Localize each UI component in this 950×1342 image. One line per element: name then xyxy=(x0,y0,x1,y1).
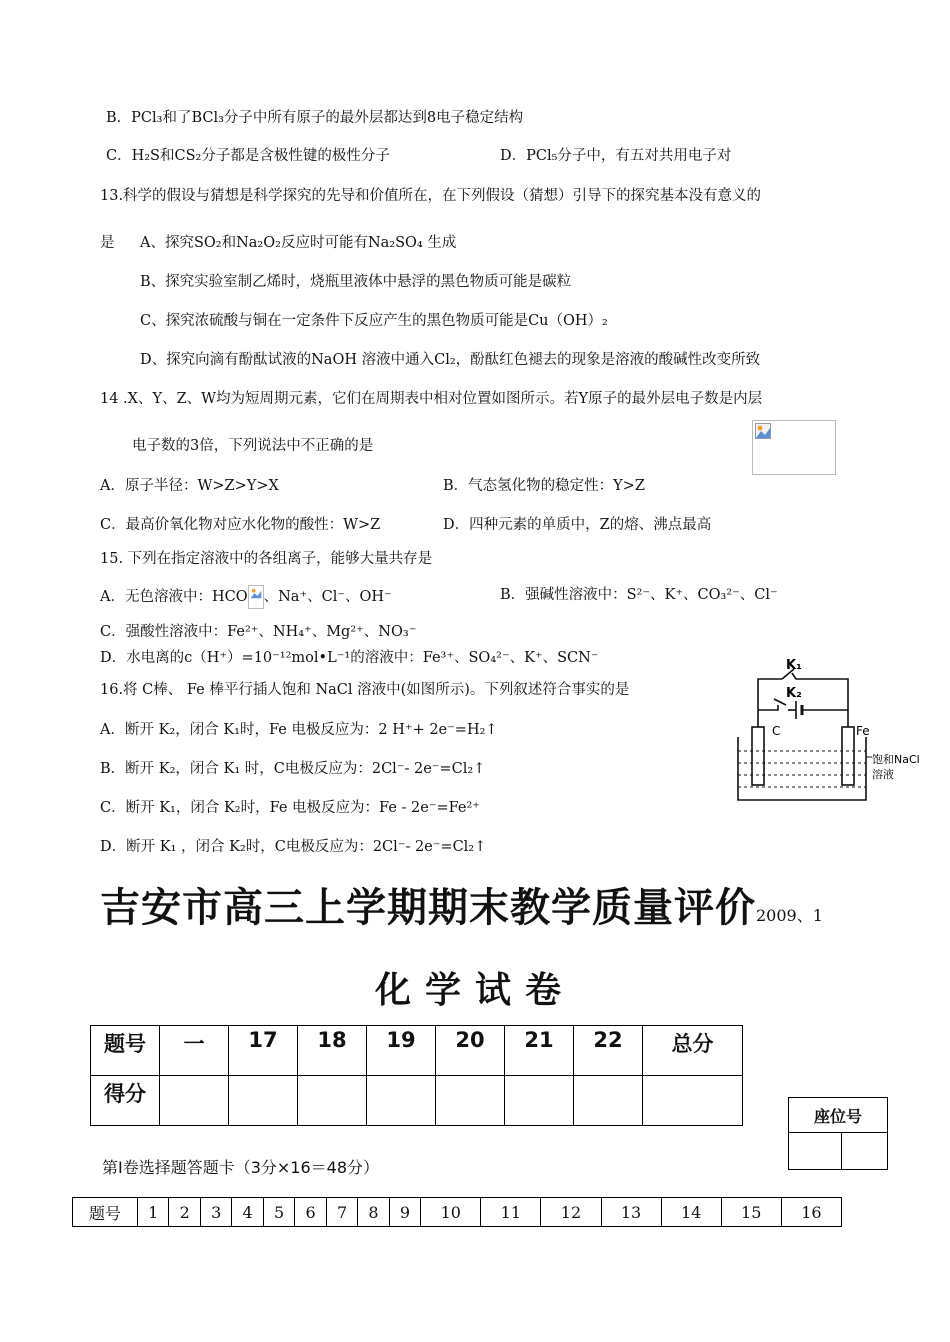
answer-card-cell: 6 xyxy=(295,1198,326,1227)
carbon-electrode-label: C xyxy=(772,724,781,738)
q15-option-a xyxy=(100,585,392,609)
exam-title xyxy=(100,876,823,933)
answer-card-row xyxy=(73,1198,842,1227)
k1-label: K₁ xyxy=(786,658,802,673)
q16-stem: 16.将 C棒、 Fe 棒平行插人饱和 NaCl 溶液中(如图所示)。下列叙述符合事实的是 xyxy=(100,682,630,698)
score-cell[interactable] xyxy=(298,1076,367,1126)
score-header-cell: 22 xyxy=(574,1026,643,1076)
solution-label: 饱和NaCl xyxy=(872,753,920,766)
answer-card-cell: 9 xyxy=(389,1198,420,1227)
q16-option-b: B．断开 K₂，闭合 K₁ 时，C电极反应为：2Cl⁻- 2e⁻=Cl₂↑ xyxy=(100,761,486,777)
exam-title-text: 吉安市高三上学期期末教学质量评价 xyxy=(100,885,756,931)
answer-card-cell: 题号 xyxy=(73,1198,138,1227)
answer-card-caption: 第Ⅰ卷选择题答题卡（3分×16＝48分） xyxy=(102,1158,380,1177)
q13-option-c: C、探究浓硫酸与铜在一定条件下反应产生的黑色物质可能是Cu（OH）₂ xyxy=(140,313,608,329)
q13-option-b: B、探究实验室制乙烯时，烧瓶里液体中悬浮的黑色物质可能是碳粒 xyxy=(140,274,572,290)
score-header-cell: 一 xyxy=(160,1026,229,1076)
q16-option-a: A．断开 K₂，闭合 K₁时，Fe 电极反应为：2 H⁺+ 2e⁻=H₂↑ xyxy=(100,722,498,738)
score-cell[interactable] xyxy=(160,1076,229,1126)
q15-option-c: C．强酸性溶液中：Fe²⁺、NH₄⁺、Mg²⁺、NO₃⁻ xyxy=(100,624,417,640)
answer-card-cell: 5 xyxy=(263,1198,294,1227)
q15-option-b: B．强碱性溶液中：S²⁻、K⁺、CO₃²⁻、Cl⁻ xyxy=(500,587,778,603)
answer-card-cell: 12 xyxy=(541,1198,601,1227)
broken-image-icon xyxy=(248,585,264,609)
answer-card-cell: 14 xyxy=(661,1198,721,1227)
q15-stem: 15. 下列在指定溶液中的各组离子，能够大量共存是 xyxy=(100,551,433,567)
q15-option-a-pre: A．无色溶液中：HCO xyxy=(100,589,248,605)
score-header-cell: 17 xyxy=(229,1026,298,1076)
exam-subtitle: 化学试卷 xyxy=(374,970,575,1011)
q14-option-b: B．气态氢化物的稳定性：Y>Z xyxy=(443,478,645,494)
solution-label-2: 溶液 xyxy=(872,768,894,781)
score-cell[interactable] xyxy=(436,1076,505,1126)
q15-option-d: D．水电离的c（H⁺）=10⁻¹²mol•L⁻¹的溶液中：Fe³⁺、SO₄²⁻、K⁺、SCN⁻ xyxy=(100,650,599,666)
score-cell[interactable] xyxy=(229,1076,298,1126)
electrolysis-diagram xyxy=(730,655,930,805)
answer-card-cell: 3 xyxy=(200,1198,231,1227)
q12-option-d: D．PCl₅分子中，有五对共用电子对 xyxy=(500,148,732,164)
broken-image-icon xyxy=(755,423,771,439)
q13-option-d: D、探究向滴有酚酞试液的NaOH 溶液中通入Cl₂，酚酞红色褪去的现象是溶液的酸碱性改变所致 xyxy=(140,352,761,368)
score-header-cell: 21 xyxy=(505,1026,574,1076)
q14-stem-cont: 电子数的3倍，下列说法中不正确的是 xyxy=(132,438,374,454)
seat-number-cell[interactable] xyxy=(842,1133,888,1170)
score-header-cell: 题号 xyxy=(91,1026,160,1076)
answer-card-cell: 11 xyxy=(481,1198,541,1227)
q16-option-d: D．断开 K₁ ，闭合 K₂时，C电极反应为：2Cl⁻- 2e⁻=Cl₂↑ xyxy=(100,839,487,855)
q12-option-b: B．PCl₃和了BCl₃分子中所有原子的最外层都达到8电子稳定结构 xyxy=(106,110,524,126)
score-cell[interactable] xyxy=(367,1076,436,1126)
score-header-cell: 19 xyxy=(367,1026,436,1076)
q16-option-c: C．断开 K₁，闭合 K₂时，Fe 电极反应为：Fe - 2e⁻=Fe²⁺ xyxy=(100,800,480,816)
answer-card-table xyxy=(72,1197,842,1227)
periodic-table-image-placeholder xyxy=(752,420,836,475)
q12-option-c: C．H₂S和CS₂分子都是含极性键的极性分子 xyxy=(106,148,390,164)
answer-card-cell: 16 xyxy=(781,1198,841,1227)
score-cell[interactable] xyxy=(505,1076,574,1126)
score-cell[interactable] xyxy=(574,1076,643,1126)
score-header-cell: 20 xyxy=(436,1026,505,1076)
q13-stem-cont: 是 xyxy=(100,235,115,251)
q14-stem: 14 .X、Y、Z、W均为短周期元素，它们在周期表中相对位置如图所示。若Y原子的最外层电子数是内层 xyxy=(100,391,763,407)
q13-stem: 13.科学的假设与猜想是科学探究的先导和价值所在，在下列假设（猜想）引导下的探究基本没有意义的 xyxy=(100,188,762,204)
iron-electrode-label: Fe xyxy=(856,724,870,738)
score-table-score-row xyxy=(91,1076,743,1126)
q14-option-a: A．原子半径：W>Z>Y>X xyxy=(100,478,279,494)
score-table xyxy=(90,1025,743,1126)
answer-card-cell: 1 xyxy=(138,1198,169,1227)
answer-card-cell: 4 xyxy=(232,1198,263,1227)
score-row-label: 得分 xyxy=(91,1076,160,1126)
q13-option-a: A、探究SO₂和Na₂O₂反应时可能有Na₂SO₄ 生成 xyxy=(140,235,457,251)
seat-number-label: 座位号 xyxy=(789,1098,888,1133)
answer-card-cell: 7 xyxy=(326,1198,357,1227)
q14-option-d: D．四种元素的单质中，Z的熔、沸点最高 xyxy=(443,517,712,533)
q14-option-c: C．最高价氧化物对应水化物的酸性：W>Z xyxy=(100,517,381,533)
score-table-header-row xyxy=(91,1026,743,1076)
answer-card-cell: 13 xyxy=(601,1198,661,1227)
exam-date: 2009、1 xyxy=(756,906,823,925)
k2-label: K₂ xyxy=(786,686,802,701)
seat-number-box xyxy=(788,1097,888,1170)
score-header-cell: 总分 xyxy=(643,1026,743,1076)
score-cell[interactable] xyxy=(643,1076,743,1126)
q15-option-a-post: 、Na⁺、Cl⁻、OH⁻ xyxy=(263,589,392,605)
seat-number-cell[interactable] xyxy=(789,1133,842,1170)
answer-card-cell: 8 xyxy=(358,1198,389,1227)
answer-card-cell: 15 xyxy=(721,1198,781,1227)
score-header-cell: 18 xyxy=(298,1026,367,1076)
answer-card-cell: 2 xyxy=(169,1198,200,1227)
answer-card-cell: 10 xyxy=(421,1198,481,1227)
